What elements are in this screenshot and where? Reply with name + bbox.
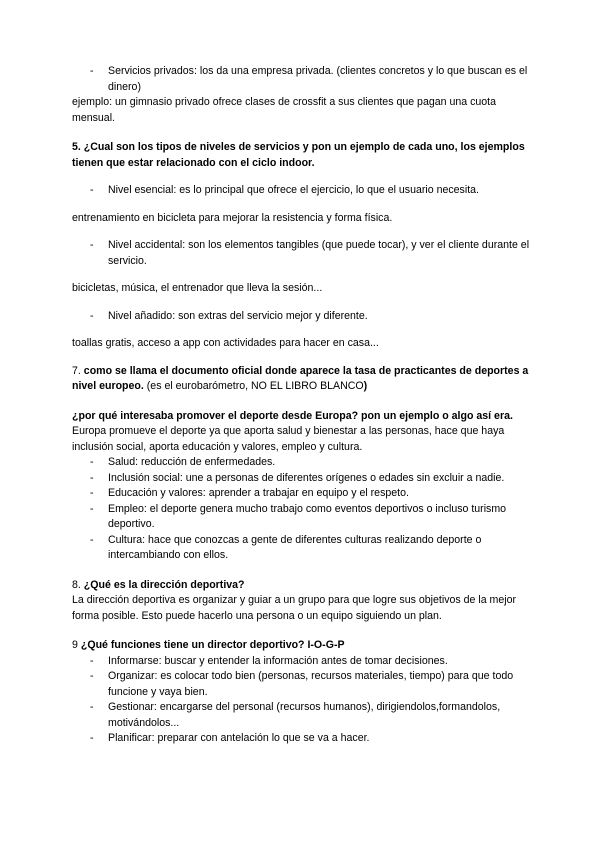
bullet-dash: -: [90, 184, 94, 196]
paragraph-example-anadido: toallas gratis, acceso a app con actividades para hacer en casa...: [72, 337, 379, 349]
bullet-text: Nivel esencial: es lo principal que ofrece el ejercicio, lo que el usuario necesita.: [108, 184, 479, 196]
bullet-dash: -: [90, 471, 94, 484]
bullet-text: Informarse: buscar y entender la información antes de tomar decisiones.: [108, 654, 448, 667]
bullet-gestionar: [90, 700, 532, 731]
bullet-dash: -: [90, 701, 94, 713]
question-9: [72, 638, 532, 654]
bullet-text: Educación y valores: aprender a trabajar en equipo y el respeto.: [108, 487, 409, 499]
question-8-text: ¿Qué es la dirección deportiva?: [83, 578, 245, 591]
bullet-text: Cultura: hace que conozcas a gente de diferentes culturas realizando deporte o intercambiando con ellos.: [108, 533, 482, 561]
bullet-text: Planificar: preparar con antelación lo que se va a hacer.: [108, 732, 370, 744]
bullet-nivel-esencial: [90, 183, 532, 199]
bullet-planificar: [90, 731, 532, 747]
bullet-text: Organizar: es colocar todo bien (personas, recursos materiales, tiempo) para que todo funcione y vaya bien.: [108, 670, 514, 698]
question-7-text: como se llama el documento oficial donde aparece la tasa de practicantes de deportes a nivel europeo.: [72, 364, 529, 392]
question-9-text: ¿Qué funciones tiene un director deportivo? I-O-G-P: [80, 639, 345, 651]
paragraph-ejemplo-gimnasio: ejemplo: un gimnasio privado ofrece clases de crossfit a sus clientes que pagan una cuota mensual.: [72, 96, 496, 124]
bullet-dash: -: [90, 670, 94, 682]
bullet-text: Nivel accidental: son los elementos tangibles (que puede tocar), y ver el cliente durante el servicio.: [108, 239, 530, 267]
bullet-dash: -: [90, 654, 94, 667]
bullet-dash: -: [90, 533, 94, 546]
bullet-text: Nivel añadido: son extras del servicio mejor y diferente.: [108, 309, 368, 322]
bullet-text: Salud: reducción de enfermedades.: [108, 456, 276, 468]
document-page: [72, 64, 532, 747]
bullet-empleo: [90, 502, 532, 533]
bullet-dash: -: [90, 502, 94, 515]
question-8-number: 8.: [72, 578, 81, 591]
paragraph-example-esencial: entrenamiento en bicicleta para mejorar la resistencia y forma física.: [72, 211, 393, 224]
bullet-dash: -: [90, 487, 94, 499]
bullet-text: Empleo: el deporte genera mucho trabajo como eventos deportivos o incluso turismo deportivo.: [108, 502, 507, 530]
bullet-dash: -: [90, 239, 94, 251]
question-7-number: 7.: [72, 364, 81, 377]
bullet-dash: -: [90, 732, 94, 744]
bullet-servicios-privados: [90, 64, 532, 95]
bullet-informarse: [90, 654, 532, 670]
bullet-nivel-anadido: [90, 309, 532, 325]
bullet-inclusion-social: [90, 471, 532, 487]
bullet-cultura: [90, 533, 532, 564]
bullet-educacion-valores: [90, 486, 532, 502]
paragraph-direccion-deportiva: La dirección deportiva es organizar y guiar a un grupo para que logre sus objetivos de la mejor forma posible. Esto puede hacerlo una persona o un equipo siguiendo un plan.: [72, 594, 517, 622]
question-europa: ¿por qué interesaba promover el deporte desde Europa? pon un ejemplo o algo así era.: [72, 409, 513, 422]
bullet-organizar: [90, 669, 532, 700]
question-8: [72, 578, 532, 594]
paragraph-example-accidental: bicicletas, música, el entrenador que lleva la sesión...: [72, 282, 323, 294]
bullet-dash: -: [90, 65, 94, 77]
bullet-text: Servicios privados: los da una empresa privada. (clientes concretos y lo que buscan es el dinero): [108, 65, 528, 93]
bullet-dash: -: [90, 456, 94, 468]
bullet-dash: -: [90, 309, 94, 322]
question-7: [72, 364, 532, 395]
bullet-nivel-accidental: [90, 238, 532, 269]
bullet-text: Gestionar: encargarse del personal (recursos humanos), dirigiendolos,formandolos, motivándolos...: [108, 701, 501, 729]
bullet-text: Inclusión social: une a personas de diferentes orígenes o edades sin excluir a nadie.: [108, 471, 505, 484]
question-5: 5. ¿Cual son los tipos de niveles de servicios y pon un ejemplo de cada uno, los ejemplos tienen que estar relacionado con el ciclo indoor.: [72, 141, 525, 169]
question-7-close: ): [363, 380, 368, 392]
question-7-note: (es el eurobarómetro, NO EL LIBRO BLANCO: [146, 380, 364, 392]
bullet-salud: [90, 455, 532, 471]
paragraph-europa: Europa promueve el deporte ya que aporta salud y bienestar a las personas, hace que haya inclusión social, aporta educación y valores, empleo y cultura.: [72, 425, 505, 453]
question-9-number: 9: [72, 639, 78, 651]
